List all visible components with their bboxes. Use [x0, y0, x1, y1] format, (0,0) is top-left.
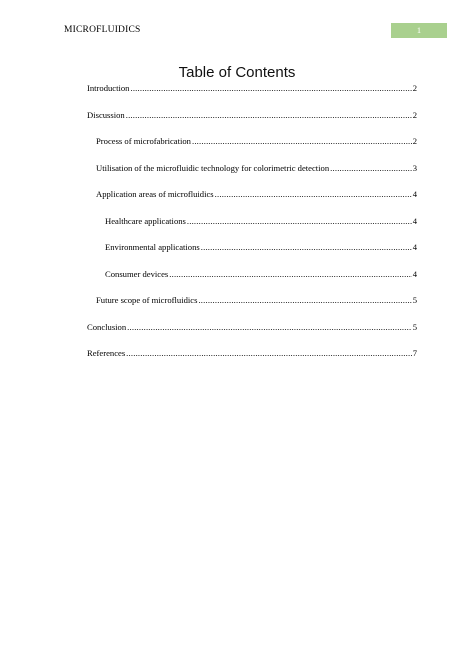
toc-entry-page: 2: [412, 83, 417, 93]
toc-leader-dots: [169, 269, 411, 279]
toc-entry-page: 2: [412, 109, 417, 120]
toc-entry-conclusion[interactable]: [87, 322, 417, 332]
toc-entry-process-of-microfabrication[interactable]: [87, 136, 417, 146]
toc-entry-page: 4: [412, 189, 417, 199]
toc-entry-environmental-applications[interactable]: [87, 242, 417, 252]
toc-entry-label: Application areas of microfluidics: [96, 189, 214, 199]
toc-entry-page: 5: [412, 321, 417, 332]
toc-entry-page: 3: [412, 162, 417, 173]
running-header-title: MICROFLUIDICS: [64, 25, 141, 35]
toc-entry-page: 4: [412, 268, 417, 279]
toc-entry-label: Discussion: [87, 109, 125, 120]
toc-entry-application-areas[interactable]: [87, 189, 417, 199]
toc-leader-dots: [198, 295, 411, 305]
toc-leader-dots: [127, 322, 412, 332]
toc-entry-page: 2: [412, 136, 417, 146]
toc-entry-future-scope[interactable]: [87, 295, 417, 305]
toc-entry-label: Consumer devices: [105, 268, 169, 279]
toc-entry-page: 4: [412, 215, 417, 226]
toc-entry-label: References: [87, 348, 126, 358]
toc-entry-consumer-devices[interactable]: [87, 269, 417, 279]
toc-entry-label: Environmental applications: [105, 242, 200, 252]
toc-entry-label: Healthcare applications: [105, 215, 186, 226]
toc-leader-dots: [215, 189, 412, 199]
page-header: [64, 22, 447, 38]
toc-entry-page: 5: [412, 295, 417, 305]
toc-leader-dots: [126, 110, 412, 120]
toc-entry-label: Conclusion: [87, 321, 127, 332]
toc-entry-colorimetric-detection[interactable]: [87, 163, 417, 173]
toc-entry-page: 7: [412, 348, 417, 358]
toc-title: Table of Contents: [178, 64, 296, 81]
toc-entry-label: Introduction: [87, 83, 130, 93]
toc-leader-dots: [130, 83, 411, 93]
toc-entry-discussion[interactable]: [87, 110, 417, 120]
toc-entry-references[interactable]: [87, 348, 417, 358]
toc-leader-dots: [126, 348, 412, 358]
toc-leader-dots: [201, 242, 412, 252]
toc-entry-page: 4: [412, 242, 417, 252]
toc-entry-healthcare-applications[interactable]: [87, 216, 417, 226]
toc-entry-label: Process of microfabrication: [96, 136, 191, 146]
toc-entry-introduction[interactable]: [87, 83, 417, 93]
toc-leader-dots: [187, 216, 412, 226]
toc-entry-label: Utilisation of the microfluidic technology for colorimetric detection: [96, 162, 330, 173]
page-number-badge: 1: [391, 23, 447, 38]
toc-leader-dots: [330, 163, 412, 173]
toc-entry-label: Future scope of microfluidics: [96, 295, 198, 305]
toc-leader-dots: [192, 136, 412, 146]
